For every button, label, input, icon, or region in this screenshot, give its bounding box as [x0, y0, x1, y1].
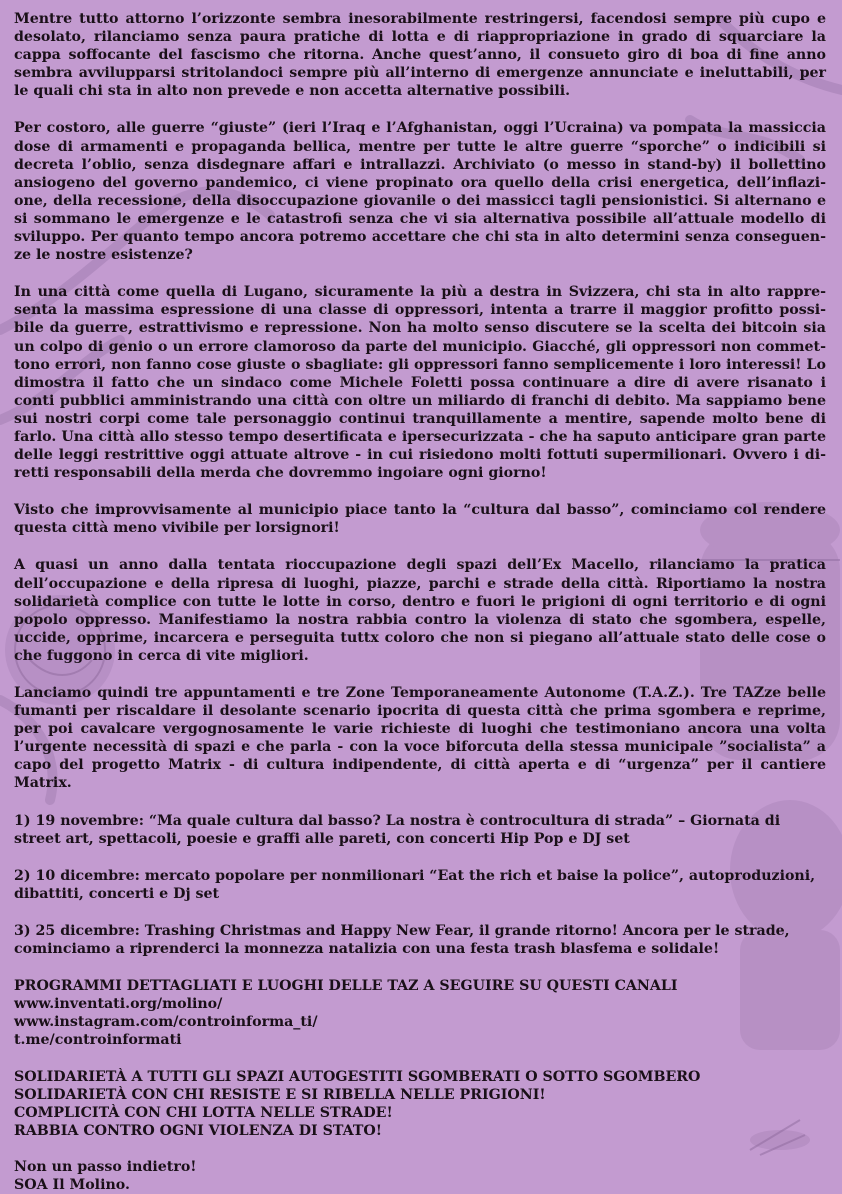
event-item-2: 2) 10 dicembre: mercato popolare per nonmilionari “Eat the rich et baise la police”, autoproduzioni, dibattiti, concerti e Dj set — [14, 867, 816, 902]
channels-section — [14, 977, 826, 1049]
war-emergencies-paragraph: Per costoro, alle guerre “giuste” (ieri l’Iraq e l’Afghanistan, oggi l’Ucraina) va pompata la massiccia dose di armamenti e propaganda bellica, mentre per tutte le altre guerre “sporche” o indicibili si decreta l’oblio, senza disdegnare affari e intrallazzi. Archiviato (o messo in stand-by) il bollettino ansiogeno del governo pandemico, ci viene propinato ora quello della crisi energetica, dell’inflazi-one, della recessione, della disoccupazione giovanile o dei massicci tagli pensionistici. Si alternano e si sommano le emergenze e le catastrofi senza che vi sia alternativa possibile all’attuale modello di sviluppo. Per quanto tempo ancora potremo accettare che chi sta in alto determini senza conseguen-ze le nostre esistenze? — [14, 120, 826, 264]
intro-paragraph: Mentre tutto attorno l’orizzonte sembra inesorabilmente restringersi, facendosi sempre più cupo e desolato, rilanciamo senza paura pratiche di lotta e di riappropriazione in grado di squarciare la cappa soffocante del fascismo che ritorna. Anche quest’anno, il consueto giro di boa di fine anno sembra avvilupparsi stritolandoci sempre più all’interno di emergenze annunciate e ineluttabili, per le quali chi sta in alto non prevede e non accetta alternative possibili. — [14, 11, 826, 100]
occupation-paragraph: A quasi un anno dalla tentata rioccupazione degli spazi dell’Ex Macello, rilanciamo la pratica dell’occupazione e della ripresa di luoghi, piazze, parchi e strade della città. Riportiamo la nostra solidarietà complice con tutte le lotte in corso, dentro e fuori le prigioni di ogni territorio e di ogni popolo oppresso. Manifestiamo la nostra rabbia contro la violenza di stato che sgombera, espelle, uccide, opprime, incarcera e perseguita tuttx coloro che non si piegano all’attuale stato delle cose o che fuggono in cerca di vite migliori. — [14, 557, 826, 664]
taz-paragraph: Lanciamo quindi tre appuntamenti e tre Zone Temporaneamente Autonome (T.A.Z.). Tre TAZze belle fumanti per riscaldare il desolante scenario ipocrita di questa città che prima sgombera e reprime, per poi cavalcare vergognosamente le varie richieste di luoghi che testimoniano ancora una volta l’urgente necessità di spazi e che parla - con la voce biforcuta della stessa municipale ”socialista” a capo del progetto Matrix - di cultura indipendente, di città aperta e di “urgenza” per il cantiere Matrix. — [14, 685, 826, 792]
slogans-section — [14, 1068, 826, 1140]
slogan-3: COMPLICITÀ CON CHI LOTTA NELLE STRADE! — [14, 1104, 393, 1121]
closing-line: Non un passo indietro! — [14, 1158, 197, 1175]
lugano-paragraph: In una città come quella di Lugano, sicuramente la più a destra in Svizzera, chi sta in alto rappre-senta la massima espressione di una classe di oppressori, intenta a trarre il maggior profitto possi-bile da guerre, estrattivismo e repressione. Non ha molto senso discutere se la scelta dei bitcoin sia un colpo di genio o un errore clamoroso da parte del municipio. Giacché, gli oppressori non commet-tono errori, non fanno cose giuste o sbagliate: gli oppressori fanno semplicemente i loro interessi! Lo dimostra il fatto che un sindaco come Michele Foletti possa continuare a dire di avere risanato i conti pubblici amministrando una città con oltre un miliardo di franchi di debito. Ma sappiamo bene sui nostri corpi come tale personaggio continui tranquillamente a mentire, sapende molto bene di farlo. Una città allo stesso tempo desertificata e ipersecurizzata - che ha saputo anticipare gran parte delle leggi restrittive oggi attuate altrove - in cui risiedono molti fottuti supermilionari. Ovvero i di-retti responsabili della merda che dovremmo ingoiare ogni giorno! — [14, 284, 826, 482]
slogan-2: SOLIDARIETÀ CON CHI RESISTE E SI RIBELLA NELLE PRIGIONI! — [14, 1086, 546, 1103]
slogan-4: RABBIA CONTRO OGNI VIOLENZA DI STATO! — [14, 1122, 382, 1139]
signature: SOA Il Molino. — [14, 1176, 130, 1193]
event-item-3: 3) 25 dicembre: Trashing Christmas and Happy New Fear, il grande ritorno! Ancora per le strade, cominciamo a riprenderci la monnezza natalizia con una festa trash blasfema e solidale! — [14, 922, 790, 958]
channel-link-molino[interactable]: www.inventati.org/molino/ — [14, 996, 223, 1013]
closing-section — [14, 1158, 826, 1194]
channel-link-telegram[interactable]: t.me/controinformati — [14, 1032, 182, 1049]
channels-heading: PROGRAMMI DETTAGLIATI E LUOGHI DELLE TAZ A SEGUIRE SU QUESTI CANALI — [14, 978, 678, 995]
event-item-1: 1) 19 novembre: “Ma quale cultura dal basso? La nostra è controcultura di strada” – Giornata di street art, spettacoli, poesie e graffi alle pareti, con concerti Hip Pop e DJ set — [14, 812, 781, 847]
culture-paragraph: Visto che improvvisamente al municipio piace tanto la “cultura dal basso”, cominciamo col rendere questa città meno vivibile per lorsignori! — [14, 502, 826, 537]
slogan-1: SOLIDARIETÀ A TUTTI GLI SPAZI AUTOGESTITI SGOMBERATI O SOTTO SGOMBERO — [14, 1068, 701, 1085]
channel-link-instagram[interactable]: www.instagram.com/controinforma_ti/ — [14, 1014, 318, 1031]
